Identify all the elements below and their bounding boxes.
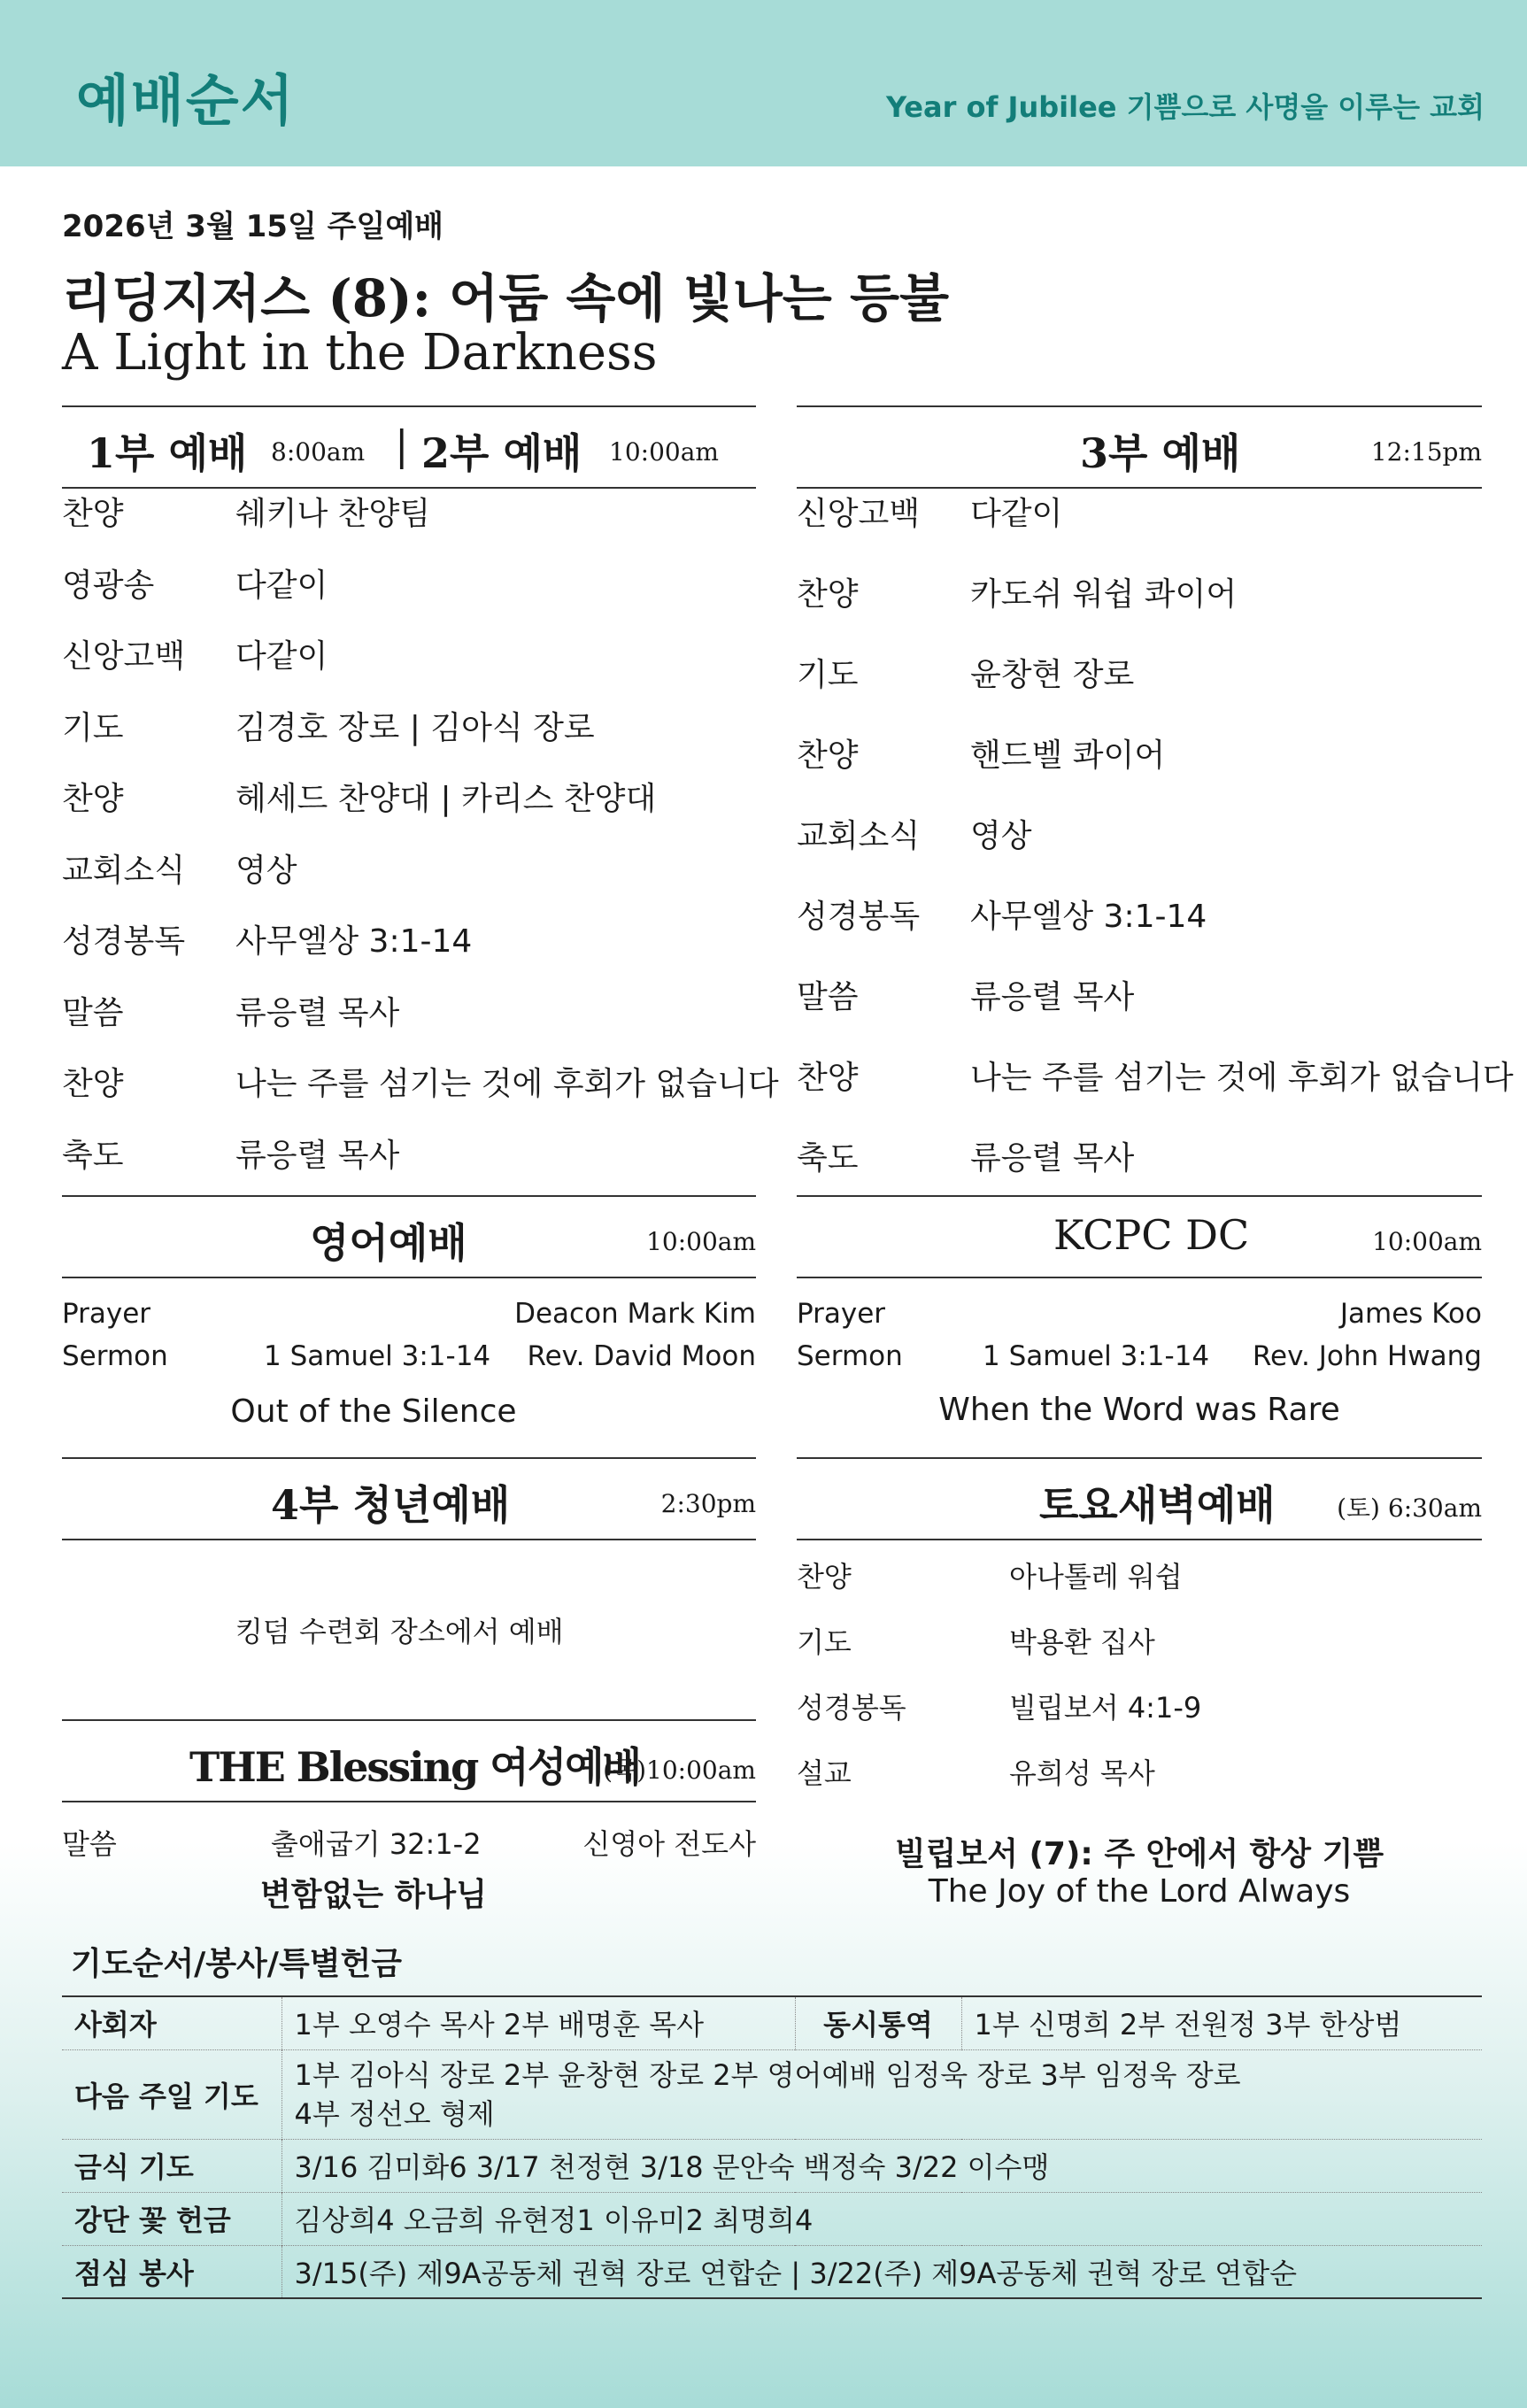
order-item-value: 영상 <box>235 852 297 889</box>
next-sunday-prayer-label: 다음 주일 기도 <box>62 2049 281 2139</box>
women-sermon-title: 변함없는 하나님 <box>260 1877 487 1913</box>
kcpc-sermon-title: When the Word was Rare <box>938 1392 1340 1428</box>
page-title: 예배순서 <box>76 68 296 133</box>
preacher: Rev. David Moon <box>527 1340 756 1372</box>
table-row <box>62 2245 1482 2298</box>
word-label: 말씀 <box>62 1827 117 1861</box>
order-item-label: 찬양 <box>62 781 124 817</box>
prayer-service-table <box>62 1995 1482 2299</box>
saturday-sermon-title-korean: 빌립보서 (7): 주 안에서 항상 기쁨 <box>894 1836 1384 1872</box>
order-item-value: 영상 <box>970 818 1032 854</box>
order-item-value: 윤창현 장로 <box>970 657 1135 693</box>
prayer-section-title: 기도순서/봉사/특별헌금 <box>71 1946 403 1982</box>
order-item-value: 김경호 장로 | 김아식 장로 <box>235 709 595 746</box>
prayer-leader: James Koo <box>1339 1298 1482 1330</box>
service3-name: 3부 예배 <box>1080 429 1241 477</box>
interpretation-label: 동시통역 <box>795 1996 961 2049</box>
service3-time: 12:15pm <box>1370 437 1482 467</box>
order-item-value: 다같이 <box>970 496 1063 532</box>
kcpc-time: 10:00am <box>1372 1227 1482 1256</box>
table-row <box>62 2139 1482 2192</box>
presider-label: 사회자 <box>62 1996 281 2049</box>
presider-value: 1부 오영수 목사 2부 배명훈 목사 <box>281 1996 795 2049</box>
fasting-prayer-label: 금식 기도 <box>62 2139 281 2192</box>
saturday-service-name: 토요새벽예배 <box>1039 1481 1276 1529</box>
order-item-value: 나는 주를 섬기는 것에 후회가 없습니다 <box>235 1066 779 1102</box>
preacher: 신영아 전도사 <box>582 1827 756 1861</box>
service-separator: | <box>395 421 409 469</box>
order-item-value: 다같이 <box>235 638 328 675</box>
order-item-label: 말씀 <box>797 979 859 1015</box>
scripture: 1 Samuel 3:1-14 <box>264 1340 491 1372</box>
order-item-value: 류응렬 목사 <box>235 994 400 1031</box>
youth-service-section <box>62 1457 756 1723</box>
order-item-value: 사무엘상 3:1-14 <box>235 923 473 960</box>
prayer-label: Prayer <box>797 1298 886 1330</box>
service-3-section <box>797 405 1514 1202</box>
order-item-value: 핸드벨 콰이어 <box>970 737 1166 774</box>
order-item-label: 영광송 <box>62 567 155 604</box>
order-item-label: 성경봉독 <box>797 899 921 935</box>
scripture: 1 Samuel 3:1-14 <box>983 1340 1210 1372</box>
lunch-service-value: 3/15(주) 제9A공동체 권혁 장로 연합순 | 3/22(주) 제9A공동체 권혁 장로 연합순 <box>281 2245 1482 2298</box>
next-sunday-prayer-line1: 1부 김아식 장로 2부 윤창현 장로 2부 영어예배 임정욱 장로 3부 임정욱 장로 <box>294 2057 1241 2092</box>
youth-service-name: 4부 청년예배 <box>271 1481 511 1529</box>
lunch-service-label: 점심 봉사 <box>62 2245 281 2298</box>
service2-time: 10:00am <box>609 437 719 467</box>
order-item-value: 다같이 <box>235 567 328 604</box>
order-item-label: 교회소식 <box>797 818 921 854</box>
sermon-label: Sermon <box>62 1340 168 1372</box>
english-service-name: 영어예배 <box>310 1219 467 1267</box>
order-item-label: 기도 <box>62 709 124 746</box>
saturday-service-time: (토) 6:30am <box>1337 1493 1482 1523</box>
sermon-label: Sermon <box>797 1340 903 1372</box>
english-sermon-title: Out of the Silence <box>230 1393 517 1430</box>
order-item-value: 헤세드 찬양대 | 카리스 찬양대 <box>235 781 657 817</box>
fasting-prayer-value: 3/16 김미화6 3/17 천정현 3/18 문안숙 백정숙 3/22 이수맹 <box>281 2139 1482 2192</box>
english-service-time: 10:00am <box>646 1227 756 1256</box>
kcpc-name: KCPC DC <box>1053 1211 1250 1259</box>
order-item-label: 찬양 <box>797 737 859 774</box>
women-service-time: (목)10:00am <box>603 1756 756 1785</box>
order-item-label: 찬양 <box>62 1066 124 1102</box>
order-item-label: 설교 <box>797 1756 852 1790</box>
order-item-value: 아나톨레 워쉽 <box>1009 1560 1183 1594</box>
order-item-value: 류응렬 목사 <box>235 1137 400 1174</box>
order-item-label: 찬양 <box>62 496 124 532</box>
church-slogan: Year of Jubilee 기쁨으로 사명을 이루는 교회 <box>886 90 1485 124</box>
order-item-label: 기도 <box>797 657 859 693</box>
sermon-title-english: A Light in the Darkness <box>62 324 658 382</box>
pulpit-flower-value: 김상희4 오금희 유현정1 이유미2 최명희4 <box>281 2192 1482 2245</box>
saturday-sermon-title-english: The Joy of the Lord Always <box>928 1873 1351 1910</box>
interpretation-value: 1부 신명희 2부 전원정 3부 한상범 <box>961 1996 1482 2049</box>
table-row <box>62 2192 1482 2245</box>
next-sunday-prayer-line2: 4부 정선오 형제 <box>294 2096 495 2131</box>
order-item-value: 유희성 목사 <box>1009 1756 1155 1790</box>
youth-service-time: 2:30pm <box>660 1489 756 1518</box>
table-row <box>62 2049 1482 2139</box>
order-item-value: 나는 주를 섬기는 것에 후회가 없습니다 <box>970 1060 1514 1096</box>
order-item-value: 박용환 집사 <box>1009 1625 1155 1659</box>
order-item-label: 찬양 <box>797 576 859 613</box>
order-item-label: 축도 <box>797 1140 859 1177</box>
order-item-label: 찬양 <box>797 1560 852 1594</box>
women-service-section <box>62 1719 756 1932</box>
order-item-value: 카도쉬 워쉽 콰이어 <box>970 576 1238 613</box>
order-item-value: 류응렬 목사 <box>970 1140 1135 1177</box>
kcpc-section <box>797 1195 1482 1461</box>
service1-time: 8:00am <box>271 437 366 467</box>
women-service-name: THE Blessing 여성예배 <box>189 1743 641 1791</box>
order-item-label: 기도 <box>797 1625 852 1659</box>
service-date: 2026년 3월 15일 주일예배 <box>62 209 444 244</box>
order-item-value: 빌립보서 4:1-9 <box>1009 1691 1202 1725</box>
order-item-label: 찬양 <box>797 1060 859 1096</box>
scripture: 출애굽기 32:1-2 <box>271 1827 482 1861</box>
order-item-label: 신앙고백 <box>797 496 921 532</box>
table-row <box>62 1996 1482 2049</box>
prayer-leader: Deacon Mark Kim <box>514 1298 756 1330</box>
order-item-label: 신앙고백 <box>62 638 186 675</box>
service-1-2-section <box>62 405 779 1202</box>
sermon-title-korean: 리딩지저스 (8): 어둠 속에 빛나는 등불 <box>62 268 950 328</box>
service2-name: 2부 예배 <box>421 429 582 477</box>
order-item-value: 쉐키나 찬양팀 <box>235 496 431 532</box>
preacher: Rev. John Hwang <box>1252 1340 1482 1372</box>
order-item-label: 성경봉독 <box>62 923 186 960</box>
order-item-label: 교회소식 <box>62 852 186 889</box>
order-item-label: 성경봉독 <box>797 1691 906 1725</box>
youth-note: 킹덤 수련회 장소에서 예배 <box>235 1615 564 1648</box>
service1-name: 1부 예배 <box>87 429 248 477</box>
order-item-label: 말씀 <box>62 994 124 1031</box>
order-item-label: 축도 <box>62 1137 124 1174</box>
next-sunday-prayer-value <box>281 2049 1482 2139</box>
saturday-service-section <box>797 1457 1482 1935</box>
order-item-value: 사무엘상 3:1-14 <box>970 899 1207 935</box>
pulpit-flower-label: 강단 꽃 헌금 <box>62 2192 281 2245</box>
order-item-value: 류응렬 목사 <box>970 979 1135 1015</box>
prayer-label: Prayer <box>62 1298 151 1330</box>
english-service-section <box>62 1195 756 1461</box>
